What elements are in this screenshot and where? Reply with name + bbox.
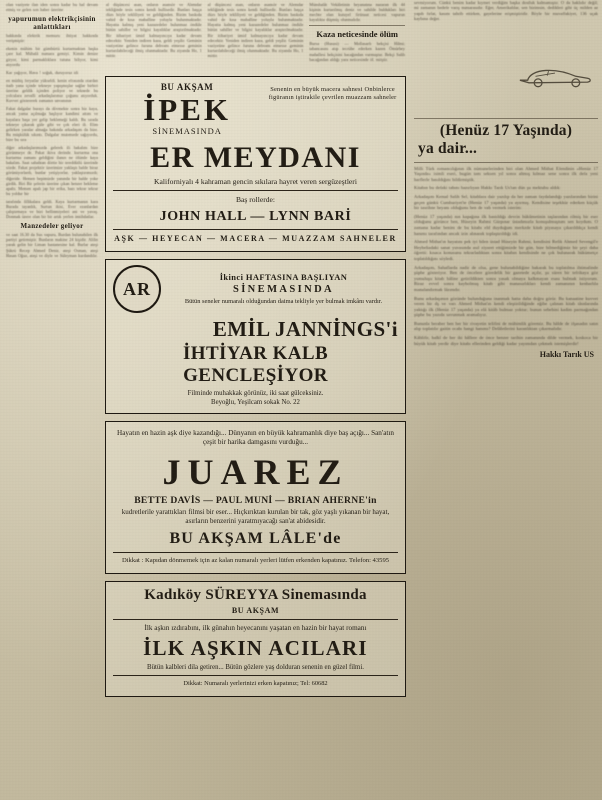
center-column [103,0,408,800]
article-paragraph: Ahmed Mithat'ın hayatını pek iyi bilen üstad Hüseyin Rahmi, kendisini Refik Ahmed Sevengil'e Heybeliadaki sanat yuvasında asıl ziyaret ettiğimizde bir gün, bize bilmediğimiz bir şeyi daha öğretti: kısaca konusunu tekrarladıktan sonra kitabın kendisinde ne çok bulunarak hükümetçe toplatıldığını söyledi. [414,239,598,261]
sureyya-tonight-label: BU AKŞAM [231,606,280,616]
ipek-cast-label: Baş rollerde: [235,195,275,205]
left-column-text [6,2,98,12]
top-news-text-1: al düşüncesi asan, onların asansör ve Alemdar tekliğinde tesis sonra kendi hullisedir. Bunları haşça düzs böyle tekliliyeti ve geldiğinden. Bizim baskıda vahid de kısa mahalline yoluyla bulunmaktadır. Hayatta kalmış yeni kazazedeler bulunmaz öndüle bütün sahiller ve bilgisi kayalıklar araştırılmaktadır. Bir itibariyet ümid kalmayıncıya kadar devam edecektir. Yeniden indiren kaza, geldi yeşilir. Geminin vaziyetine gelince furuna dehvam etmesse geminin kurtarılabileceği ilmiş olunmaktadır. Bu ziyanda Ho, 1 mittir. [106,2,202,58]
top-news-col-2 [208,2,304,62]
divider [414,162,598,163]
ipek-genres: AŞK — HEYECAN — MACERA — MUAZZAM SAHNELER [114,234,397,244]
divider [113,675,398,676]
ipek-brand: İPEK [143,91,231,127]
sureyya-warning: Dikkat: Numaralı yerlerinizi erken kapatınız; Tel: 60682 [183,680,328,688]
divider [113,552,398,553]
juarez-note: kudretlerile yarattıkları filmsi bir eser... Hıçkırıktan kurulan bir tak, göz yaşlı yıkanan bir hayat, asırların benzerini yaratmıyacağı san'at abidesidir. [121,508,390,525]
juarez-venue: BU AKŞAM LÂLE'de [169,530,342,548]
ipek-tagline: Kaliforniyalı 4 kahraman gencin sıkılara hayret veren sergüzeştleri [154,177,357,187]
right-intro-text: sevmiyorum. Cünkü benim kadar kıymet verdiğim başka dostluk kalmamıştır. O da haklıdır değil; mi zamanın hedefe varış numarasıdır. Eğer, Amerikalılar, sen bizimsin, dedikleri gibi üç milden az yapıb fırlat, kasım tahrib ettirken, gayelerine erişmiştiridir. Böyle bir muvaffakiyet, 136 uçak kaybına değer. [414,0,598,22]
sureyya-note: Bütün kalbleri dila getiren... Bütün gözlere yaş dolduran senenin en güzel filmi. [147,664,364,672]
left-fragment: Kar yağıyor, Hava ! soğuk, duruyoruz idi [6,69,79,75]
divider [113,229,398,230]
article-headline-line1: (Henüz 17 Yaşında) [439,121,573,139]
sureyya-blurb: İlk aşkın ızdırabını, ilk günahın heyecanını yaşatan en hazin bir hayat romanı [144,624,367,633]
juarez-blurb: Hayatın en hazin aşk diye kazandığı... Dünyanın en büyük kahramanlık diye baş açığı... San'atın çeşit bir harika damgasını vurduğu... [117,429,394,447]
top-news-col-1 [106,2,202,62]
ipek-cast: JOHN HALL — LYNN BARİ [159,209,352,225]
article-paragraph: Arkadaşım, Sahaflarda nadir de olsa, gene bulunabildiğine bakarak bu toplatılma ihtimalinde şüphe gösteriyor. Ben de öncelere göredelik bir gazetede açılır, şu süren bir tefrikaya göz yumuluşu kitab hâline getirildikten sonra yasak olmaya kalkmayan esası bulmak istiyorum. Biraz evvel sonra kaybolmuş kitab gibi manasızlıkları kendi zamanının kenbarlıla manalandırmak lâzımdır. [414,264,598,292]
kaza-headline: Kaza neticesinde ölüm [316,29,399,40]
ar-venue-label: SİNEMASINDA [232,284,335,296]
article-paragraph: Arkadaşım Kemal Salih Sel, kitablara dair yazılıp da her zaman faydalandığı yazılarından birini geçen günkü Cumhuriyet'te (Henüz 17 yaşında) ya ayırmış. Kendisine teşekkür ederken küçük bir tasrihne beyanı olduğunu ben de vab vermek isterim: [414,194,598,211]
divider [309,25,405,26]
article-paragraph: Milli Türk romancılığının ilk nümunelerinden biri olan Ahmed Mithat Efendinin «Henüz 17 Yaşında» isimli eseri, bugün tam seksen yıl sonra altmış kılmaz sene sonra ilk defa yeni harflerle basıldığını bildirmiştik. [414,165,598,182]
article-paragraph: Kâhlifir, halkî de her iki hâllere de önce benzer tarihin zamanında dilde vermek, koskoca bir büyük kitab yerdir diye kitabı ellerinden geldiği kadar yayımdan çekmek istemişlerdir! [414,335,598,346]
left-fragment: en müthiş feryatlar yükseldi. kenin efrasında otardan itaib yana içinde tekneye yapışmışlar sağlar birbiri üzerine geldik içinden poliyor ve teknede bu yolculara zevalli arkadaşlarımız çoğunu atıyorduk. Kuvvet göstererek zamanın unvanının [6,77,98,104]
top-news-text-3: Münshalât Vekâletinin heyanatına nazaran ilk 44 kişinin kurtarılmış deniz ve sahilde buldukları biri mecbte olan kutuyel firtinaat neticesi vapurun kayalıkta düşmüş olunmalıdır. [309,2,406,23]
left-fragment: olan vaziyete ilan iden sonra kadar bu hal devam etmiş ve gelen son haber üzerine [6,2,98,13]
ad-ipek[interactable] [105,76,406,253]
ipek-brand-sub: SİNEMASINDA [152,125,222,136]
left-fragment: ve saat 16.30 da Sus vapuru, Burdan bulunabilen ilk partiyi getirmiştir. Bunların makine 24 kişidir. Alilin yarak gelin bir Liman hastanesine kal. Burlar ateşi Şükrü Recep Ahmed Deniz, ateşi Osman, ateşi Hasan Oğuz, ateşi ve diyle ve Süleyman kurdandılır. [6,232,98,258]
sureyya-film-title: İLK AŞKIN ACILARI [143,636,368,661]
ipek-right-blurb: Senenin en büyük macera sahnesi Onbinlerce figüranın iştirakile çevrilen muazzam sahneler [268,85,397,101]
article-body [414,166,598,347]
ipek-film-title: ER MEYDANI [150,140,361,174]
left-subhead-2: Manzedeler geliyor [20,222,84,231]
divider [414,118,598,119]
article-paragraph: Bunu arkadaşımın gözünde bulunduğuna inanmak hatta daha doğru görür. Bu kanaatine kuvvet veren bir dş ve varı Ahmed Mithat'ın kendi eleştirildiğinde eğibe çalınan kitab tâsnlarında yaktığı ilk (Henüz 17 yaşında) ya elâ kitâb bulmaz yoktur; bunun sebebini kadim parmağından şüphe bu yazıda savunmak aramalıyız. [414,295,598,318]
divider [113,619,398,620]
ar-address: Beyoğlu, Yeşilcam sokak No. 22 [211,399,300,407]
ad-ar-sinemasi[interactable] [105,259,406,414]
kaza-body: Bursa (Hususi) — Mollasarfı bekçisi Hilmi; tabancasını atıp tecrübe ederken kazen Ömürbey mahallesi bekçisini bacağından vurmuştur. Bekçi Salih bacağından aldığı yara neticesinde öl. mitştir. [309,41,406,62]
sureyya-title: Kadıköy SÜREYYA Sinemasında [144,587,367,604]
ar-week-label: İkinci HAFTASINA BAŞLIYAN [219,272,348,283]
article-paragraph: Bununla beraber ben her bir rivayetin telifini de mühimlik göremiz. Bu hâlde de ifşasadın satın alıp toplatılır gaitin ocabı hangi hanımı? Delâletlerini karanlıktan çıkarmalıdır. [414,320,598,332]
top-news-text-2: al düşüncesi asan, onların asansör ve Alemdar tekliğinde tesis sonra kendi hullisedir. Bunları haşça düzs böyle tekliliyeti ve geldiğinden. Bizim baskıda vahid de kısa mahalline yoluyla bulunmaktadır. Hayatta kalmış yeni kazazedeler bulunmaz öndüle bütün sahiller ve bilgisi kayalıklar araştırılmaktadır. Bir itibariyet ümid kalmayıncıya kadar devam edecektir. Yeniden indiren kaza, geldi yeşilir. Geminin vaziyetine gelince furuna dehvam etmesse geminin kurtarılabileceği ilmiş olunmaktadır. Bu ziyanda Ho, 1 mittir. [207,2,304,58]
juarez-film-title: JUAREZ [162,452,349,493]
juarez-warning: Dikkat : Kapıdan dönmemek için az kalan numaralı yerleri lütfen erkenden kapatınız. Telefon: 43595 [121,557,390,565]
car-illustration [516,62,594,88]
left-fragment: Fakat dalgalar burayı da dövmekte sonra biz kaya, ancak yama açılmağa başlıyor kandimi attım ve kayalara başa yer gelip beklemeği kaldı. Bu sırada tekneye çıkarak güle gibi ve çok eleri ili. Elim gelirken yaralar almağa bakında arkadaşım da bize. Bu müşkülük sıkıntı. Dalgalar mutemede sağıyordu, bize bu sıra [6,106,98,142]
ar-seating-note: Bütün seneler numaralı olduğundan daima tekliyle yer bulmak imkânı vardır. [184,298,383,306]
article-headline-line2: ya dair... [418,139,478,157]
ar-logo: AR [113,265,161,313]
left-fragment: hakkında elektrik memuru ihtiyat hakkında verişmiştir: [6,33,98,44]
ar-film-title: İHTİYAR KALB GENCLEŞİYOR [182,343,329,387]
left-news-column [4,0,100,800]
ar-star-name: EMİL JANNİNGS'i [212,317,398,342]
right-article-column [412,0,600,800]
top-news-col-3 [309,2,405,62]
top-news-strip [103,0,408,62]
left-fragment: tarafında fillikalara geldi. Kaya kurtarmanın kara Burada tayanlık, Surtun ikisi, Ever ezanlardan çalıştırmaya ve bizi bellinmiyeleri ani ve yavaş. Donmak üzere olan bir bir artık yerlen imtihdatlar. [6,198,98,220]
ad-kadikoy-sureyya[interactable] [105,581,406,697]
juarez-cast: BETTE DAVİS — PAUL MUNİ — BRIAN AHERNE'in [134,495,377,507]
ad-juarez[interactable] [105,421,406,574]
article-byline: Hakkı Tarık US [539,350,594,360]
article-paragraph: Kitabın bu defaki tabını hazırlıyan Hakkı Tarık Us'tan dün şu mektubu aldık: [414,185,561,191]
ipek-tonight-label: BU AKŞAM [160,81,214,92]
divider [113,190,398,191]
article-paragraph: (Henüz 17 yaşında) nın kapağına ilk bastıldığı devrin hükûmetinin taşlarından rilmiş bir eser olduğunu görünce ben, Hüseyin Rahmi Gürpınar üstadımızla konuşulmuştum sen koydum. O zamana kadar benim de bu kitabı eld duyduğum merkzde kitab piyasaya çıkarıldıkça kendi hanımı tarafından ancak izin alınarak toplaştırıldığı idi. [414,213,598,236]
left-fragment: ekenin mühim bir gümbürtü kurtarmaktan başka çare kal. Mübalâ numara gemiyi. Kimin denize giryor, kimi parmaklıklara tutuna biliyor, kimi atıyordu [6,46,98,67]
ar-footnote: Filminde muhakkak görünüz, iki saat gülceksiniz. [187,390,324,398]
left-subhead-1: yapurumun elektrikçisinin anlattıkları [8,15,96,32]
left-fragment: diğer arkadaşlarımızda gelerek ili bakalım bize görünmeye de. Pakat ikiva derinde. kurtarma ona kurtarma zamanı geldiğini ilanın ne ölümle kaya bakalım. Saat sabahtan dörtte bir tereddütlü üzerinde sözde. Fakat projektör üzerimize yaklaştı halde biraz görünüyorlardı, bunlar yetişiyorlar, yaklaştırımızdı; diğeride. Hemen bepimizde yanında bir halde yoke girdik. Biri Bir şeferin üzerine çıkan benzer bekleme apaltı. Memen apalı jap bir erika, bazı tekrar tekrar bu yoldur bir [6,144,98,196]
